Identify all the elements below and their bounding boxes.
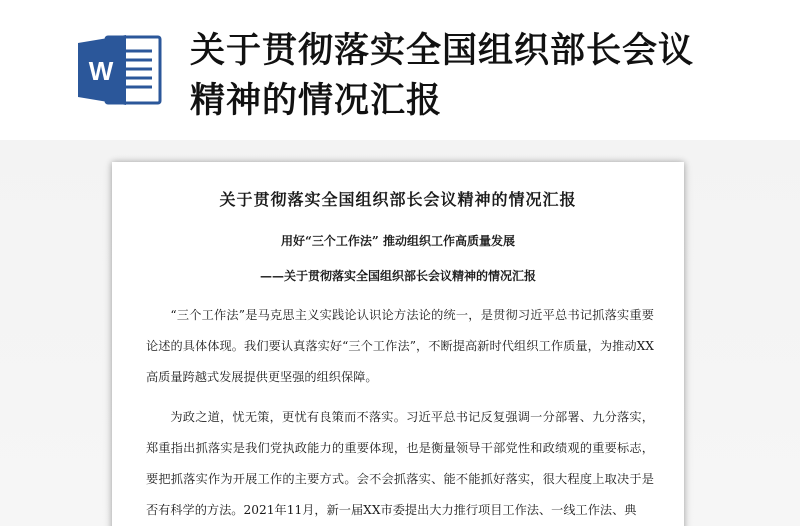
document-title: 关于贯彻落实全国组织部长会议精神的情况汇报 (219, 190, 577, 209)
document-byline: ——关于贯彻落实全国组织部长会议精神的情况汇报 (259, 269, 536, 283)
microsoft-word-icon (76, 33, 164, 107)
page-title (190, 26, 790, 126)
document-subtitle: 用好“三个工作法” 推动组织工作高质量发展 (281, 234, 515, 248)
word-icon-letter: W (88, 56, 114, 86)
document-paragraph-1: “三个工作法”是马克思主义实践论认识论方法论的统一，是贯彻习近平总书记抓落实重要论述的具体体现。我们要认真落实好“三个工作法”，不断提高新时代组织工作质量，为推动XX高质量跨越式发展提供更坚强的组织保障。 (146, 308, 654, 384)
document-page (112, 162, 684, 526)
page-title-line-1: 关于贯彻落实全国组织部长会议 (190, 31, 695, 71)
page-title-line-2: 精神的情况汇报 (190, 81, 443, 121)
header-band (0, 0, 800, 140)
document-paragraph-2: 为政之道，忧无策，更忧有良策而不落实。习近平总书记反复强调一分部署、九分落实，郑重指出抓落实是我们党执政能力的重要体现，也是衡量领导干部党性和政绩观的重要标志，要把抓落实作为开展工作的主要方式。会不会抓落实、能不能抓好落实，很大程度上取决于是否有科学的方法。2021年11月，新一届XX市委提出大力推行项目工作法、一线工作法、典 (146, 410, 654, 517)
